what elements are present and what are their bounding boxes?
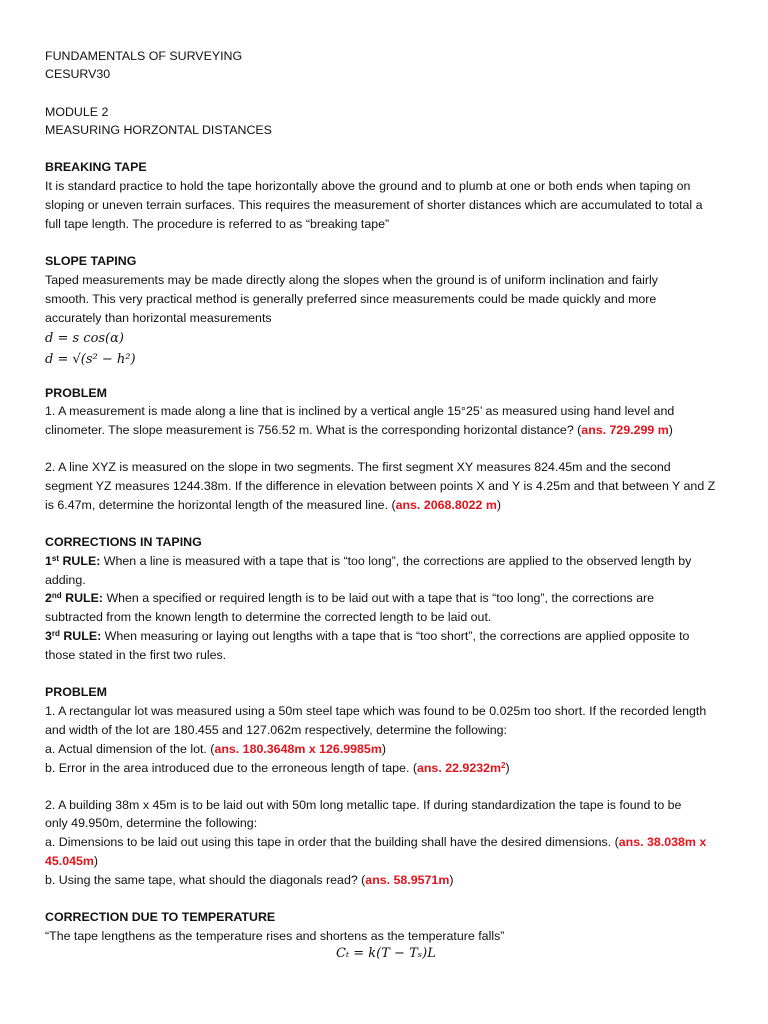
- answer-text: ans. 38.038m x: [618, 835, 707, 849]
- breaking-tape-line: full tape length. The procedure is referred to as “breaking tape”: [45, 217, 390, 231]
- problem-2-text: 2. A building 38m x 45m is to be laid out with 50m long metallic tape. If during standardization the tape is found to be: [45, 798, 682, 812]
- breaking-tape-line: sloping or uneven terrain surfaces. This requires the measurement of shorter distances which are accumulated to total a: [45, 198, 703, 212]
- problem-1-text: and width of the lot are 180.455 and 127.062m respectively, determine the following:: [45, 723, 507, 737]
- problem-2a-cont: 45.045m): [45, 854, 99, 868]
- answer-text: ans. 729.299 m: [581, 423, 669, 437]
- problem-2b: b. Using the same tape, what should the diagonals read? (ans. 58.9571m): [45, 873, 454, 887]
- answer-text: ans. 2068.8022 m: [395, 498, 497, 512]
- problem-heading: PROBLEM: [45, 685, 107, 699]
- slope-taping-line: Taped measurements may be made directly along the slopes when the ground is of uniform inclination and fairly: [45, 273, 658, 287]
- answer-text: 45.045m: [45, 854, 94, 868]
- rule-3: 3rd RULE: When measuring or laying out lengths with a tape that is “too short”, the corrections are applied opposite to: [45, 629, 690, 643]
- answer-text: ans. 180.3648m x 126.9985m: [214, 742, 382, 756]
- problem-1-text: 1. A measurement is made along a line that is inclined by a vertical angle 15°25’ as measured using hand level and: [45, 404, 675, 418]
- course-title: FUNDAMENTALS OF SURVEYING: [45, 49, 243, 63]
- rule-1-cont: adding.: [45, 573, 86, 587]
- corrections-heading: CORRECTIONS IN TAPING: [45, 535, 202, 549]
- module-number: MODULE 2: [45, 105, 109, 119]
- formula-cosine: [45, 331, 124, 347]
- slope-taping-line: accurately than horizontal measurements: [45, 311, 272, 325]
- course-code: CESURV30: [45, 67, 111, 81]
- temperature-quote: “The tape lengthens as the temperature rises and shortens as the temperature falls”: [45, 929, 505, 943]
- problem-2-text: 2. A line XYZ is measured on the slope in two segments. The first segment XY measures 824.45m and the second: [45, 460, 671, 474]
- problem-1b: b. Error in the area introduced due to the erroneous length of tape. (ans. $22.9232m^2$): [45, 761, 510, 775]
- temperature-formula: Cₜ = k(T − Tₛ)L: [336, 946, 436, 961]
- rule-1: 1st RULE: When a line is measured with a tape that is “too long”, the corrections are applied to the observed length by: [45, 554, 692, 568]
- problem-1a: a. Actual dimension of the lot. (ans. 180.3648m x 126.9985m): [45, 742, 386, 756]
- rule-3-cont: those stated in the first two rules.: [45, 648, 227, 662]
- answer-text: ans. 58.9571m: [365, 873, 450, 887]
- slope-taping-heading: SLOPE TAPING: [45, 254, 137, 268]
- module-title: MEASURING HORZONTAL DISTANCES: [45, 123, 272, 137]
- problem-heading: PROBLEM: [45, 386, 107, 400]
- formula-pythagorean: [45, 352, 136, 368]
- breaking-tape-line: It is standard practice to hold the tape horizontally above the ground and to plumb at one or both ends when taping on: [45, 179, 691, 193]
- problem-2a: a. Dimensions to be laid out using this tape in order that the building shall have the desired dimensions. (ans. 38.038m x: [45, 835, 707, 849]
- formula-pythagorean-text: d = √(s² − h²): [45, 352, 136, 367]
- problem-1-text: 1. A rectangular lot was measured using a 50m steel tape which was found to be 0.025m too short. If the recorded length: [45, 704, 707, 718]
- temperature-heading: CORRECTION DUE TO TEMPERATURE: [45, 910, 276, 924]
- problem-1-text-cont: clinometer. The slope measurement is 756.52 m. What is the corresponding horizontal distance? (ans. 729.299 m): [45, 423, 673, 437]
- slope-taping-line: smooth. This very practical method is generally preferred since measurements could be made quickly and more: [45, 292, 657, 306]
- breaking-tape-heading: BREAKING TAPE: [45, 160, 147, 174]
- answer-text: ans. 22.9232m: [416, 761, 502, 775]
- problem-2-text: segment YZ measures 1244.38m. If the difference in elevation between points X and Y is 4.25m and that between Y and Z: [45, 479, 716, 493]
- problem-2-text-cont: is 6.47m, determine the horizontal length of the measured line. (ans. 2068.8022 m): [45, 498, 501, 512]
- rule-2-cont: subtracted from the known length to determine the corrected length to be laid out.: [45, 610, 492, 624]
- rule-2: 2nd RULE: When a specified or required length is to be laid out with a tape that is “too long”, the corrections are: [45, 591, 655, 605]
- formula-cosine-text: d = s cos(α): [45, 331, 124, 346]
- problem-2-text: only 49.950m, determine the following:: [45, 816, 258, 830]
